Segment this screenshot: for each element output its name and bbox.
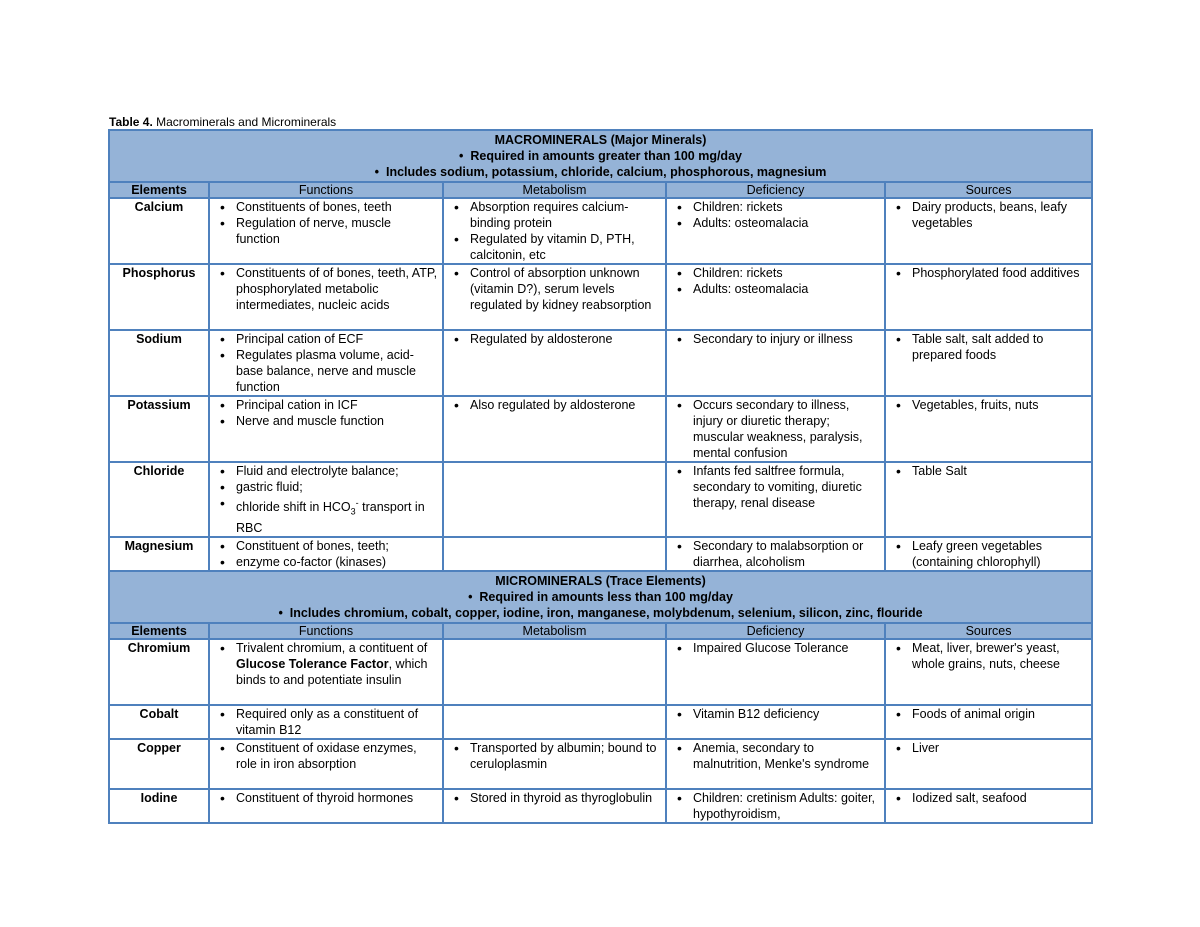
table-row [109, 705, 1092, 739]
table-row [109, 537, 1092, 571]
macro-sources-list [890, 199, 1087, 231]
macro-deficiency [666, 396, 885, 462]
micro-banner-cell [109, 571, 1092, 623]
table-row [109, 739, 1092, 789]
macro-deficiency-list [671, 538, 880, 570]
list-item: • Constituent of oxidase enzymes, role in iron absorption [236, 740, 438, 772]
micro-sources-list [890, 740, 1087, 756]
macro-functions-list [214, 265, 438, 313]
list-item: • Nerve and muscle function [236, 413, 438, 429]
list-item: • Stored in thyroid as thyroglobulin [470, 790, 661, 806]
micro-column-header [109, 623, 1092, 639]
micro-functions [209, 639, 443, 705]
list-item: • Foods of animal origin [912, 706, 1087, 722]
macro-metabolism [443, 330, 666, 396]
macro-element-phosphorus: Phosphorus [109, 264, 209, 330]
col-header-metabolism: Metabolism [443, 182, 666, 198]
micro-deficiency-list [671, 706, 880, 722]
macro-sources [885, 264, 1092, 330]
micro-deficiency [666, 739, 885, 789]
list-item: • Regulated by vitamin D, PTH, calcitonin, etc [470, 231, 661, 263]
macro-functions [209, 462, 443, 537]
micro-functions-list [214, 790, 438, 806]
list-item: • Constituents of bones, teeth [236, 199, 438, 215]
macro-metabolism [443, 462, 666, 537]
caption-text: Macrominerals and Microminerals [152, 115, 337, 129]
macro-functions-list [214, 397, 438, 429]
micro-functions [209, 789, 443, 823]
list-item: • Vegetables, fruits, nuts [912, 397, 1087, 413]
micro-sources [885, 789, 1092, 823]
macro-functions-list [214, 199, 438, 247]
bold-term: Glucose Tolerance Factor [236, 656, 389, 671]
macro-functions-list [214, 331, 438, 395]
list-item: • Secondary to injury or illness [693, 331, 880, 347]
micro-functions [209, 705, 443, 739]
micro-element-cobalt: Cobalt [109, 705, 209, 739]
micro-element-chromium: Chromium [109, 639, 209, 705]
macro-sources-list [890, 538, 1087, 570]
micro-sources-list [890, 790, 1087, 806]
table-row [109, 264, 1092, 330]
list-item: • Principal cation in ICF [236, 397, 438, 413]
list-item: • Leafy green vegetables (containing chlorophyll) [912, 538, 1087, 570]
list-item: • Constituents of of bones, teeth, ATP, phosphorylated metabolic intermediates, nucleic acids [236, 265, 438, 313]
list-item: • Dairy products, beans, leafy vegetables [912, 199, 1087, 231]
table-row [109, 330, 1092, 396]
micro-deficiency [666, 639, 885, 705]
macro-functions [209, 537, 443, 571]
col-header-sources: Sources [885, 623, 1092, 639]
minerals-table [108, 129, 1093, 824]
micro-element-iodine: Iodine [109, 789, 209, 823]
list-item: • Children: rickets [693, 265, 880, 281]
list-item: • Adults: osteomalacia [693, 215, 880, 231]
macro-element-potassium: Potassium [109, 396, 209, 462]
macro-sources [885, 330, 1092, 396]
macro-metabolism [443, 264, 666, 330]
list-item: • Table Salt [912, 463, 1087, 479]
macro-banner-cell [109, 130, 1092, 182]
macro-element-sodium: Sodium [109, 330, 209, 396]
list-item: • Constituent of thyroid hormones [236, 790, 438, 806]
macro-banner-line2: • Includes sodium, potassium, chloride, calcium, phosphorous, magnesium [374, 165, 827, 179]
micro-banner-line2: • Includes chromium, cobalt, copper, iodine, iron, manganese, molybdenum, selenium, silicon, zinc, flouride [278, 605, 923, 620]
macro-functions [209, 198, 443, 264]
list-item: • Regulation of nerve, muscle function [236, 215, 438, 247]
macro-deficiency [666, 198, 885, 264]
micro-deficiency-list [671, 640, 880, 656]
list-item: • Anemia, secondary to malnutrition, Menke's syndrome [693, 740, 880, 772]
col-header-deficiency: Deficiency [666, 182, 885, 198]
macro-column-header [109, 182, 1092, 198]
micro-functions [209, 739, 443, 789]
macro-deficiency-list [671, 463, 880, 511]
micro-metabolism-list [448, 790, 661, 806]
list-item: • Constituent of bones, teeth; [236, 538, 438, 554]
list-item: • enzyme co-factor (kinases) [236, 554, 438, 570]
col-header-functions: Functions [209, 623, 443, 639]
list-item: • Fluid and electrolyte balance; [236, 463, 438, 479]
macro-deficiency-list [671, 331, 880, 347]
list-item: • Transported by albumin; bound to ceruloplasmin [470, 740, 661, 772]
list-item: • Meat, liver, brewer's yeast, whole grains, nuts, cheese [912, 640, 1087, 672]
col-header-functions: Functions [209, 182, 443, 198]
table-row [109, 462, 1092, 537]
macro-banner-title: MACROMINERALS (Major Minerals) [494, 133, 707, 147]
macro-functions [209, 330, 443, 396]
list-item: • Required only as a constituent of vitamin B12 [236, 706, 438, 738]
micro-sources [885, 705, 1092, 739]
micro-deficiency-list [671, 790, 880, 822]
table-row [109, 639, 1092, 705]
list-item: • Control of absorption unknown (vitamin D?), serum levels regulated by kidney reabsorption [470, 265, 661, 313]
macro-metabolism-list [448, 199, 661, 263]
macro-element-magnesium: Magnesium [109, 537, 209, 571]
macro-deficiency-list [671, 397, 880, 461]
micro-functions-list [214, 706, 438, 738]
col-header-elements: Elements [109, 623, 209, 639]
minerals-table-body [109, 130, 1092, 823]
macro-deficiency [666, 462, 885, 537]
macro-deficiency [666, 537, 885, 571]
micro-metabolism-list [448, 740, 661, 772]
list-item: • Children: cretinism Adults: goiter, hypothyroidism, [693, 790, 880, 822]
macro-functions-list [214, 538, 438, 570]
micro-sources-list [890, 640, 1087, 672]
macro-metabolism-list [448, 397, 661, 413]
macro-sources [885, 396, 1092, 462]
macro-metabolism [443, 198, 666, 264]
macro-functions [209, 264, 443, 330]
macro-sources [885, 462, 1092, 537]
list-item: • Vitamin B12 deficiency [693, 706, 880, 722]
micro-metabolism [443, 739, 666, 789]
functions-list [214, 640, 438, 688]
macro-sources-list [890, 463, 1087, 479]
list-item: • Absorption requires calcium-binding protein [470, 199, 661, 231]
list-item: • Phosphorylated food additives [912, 265, 1087, 281]
list-item: • chloride shift in $HCO_3^-$ transport in RBC [236, 495, 438, 536]
macro-sources [885, 198, 1092, 264]
list-item: • Trivalent chromium, a contituent of Glucose Tolerance Factor, which binds to and potentiate insulin [236, 640, 438, 688]
list-item: • Occurs secondary to illness, injury or diuretic therapy; muscular weakness, paralysis, mental confusion [693, 397, 880, 461]
macro-sources-list [890, 331, 1087, 363]
micro-deficiency-list [671, 740, 880, 772]
micro-sources [885, 739, 1092, 789]
micro-metabolism [443, 639, 666, 705]
list-item: • Impaired Glucose Tolerance [693, 640, 880, 656]
macro-metabolism-list [448, 331, 661, 347]
macro-metabolism [443, 537, 666, 571]
table-row [109, 789, 1092, 823]
caption-label: Table 4. [109, 115, 153, 129]
list-item: • Adults: osteomalacia [693, 281, 880, 297]
col-header-elements: Elements [109, 182, 209, 198]
macro-banner-line1-text: Required in amounts greater than 100 mg/day [470, 149, 742, 163]
table-caption [109, 115, 336, 129]
macro-banner-line2-text: Includes sodium, potassium, chloride, calcium, phosphorous, magnesium [386, 165, 827, 179]
macro-element-chloride: Chloride [109, 462, 209, 537]
macro-sources-list [890, 397, 1087, 413]
list-item: • Also regulated by aldosterone [470, 397, 661, 413]
macro-banner [109, 130, 1092, 182]
micro-banner-title: MICROMINERALS (Trace Elements) [495, 573, 706, 588]
micro-functions-list [214, 740, 438, 772]
macro-element-calcium: Calcium [109, 198, 209, 264]
macro-metabolism-list [448, 265, 661, 313]
micro-deficiency [666, 705, 885, 739]
macro-sources [885, 537, 1092, 571]
list-item: • Regulated by aldosterone [470, 331, 661, 347]
micro-deficiency [666, 789, 885, 823]
list-item: • Infants fed saltfree formula, secondary to vomiting, diuretic therapy, renal disease [693, 463, 880, 511]
list-item: • gastric fluid; [236, 479, 438, 495]
macro-deficiency [666, 264, 885, 330]
micro-banner-line1: • Required in amounts less than 100 mg/day [468, 589, 733, 604]
macro-metabolism [443, 396, 666, 462]
macro-functions-list [214, 463, 438, 536]
col-header-metabolism: Metabolism [443, 623, 666, 639]
micro-sources [885, 639, 1092, 705]
macro-sources-list [890, 265, 1087, 281]
list-item: • Table salt, salt added to prepared foods [912, 331, 1087, 363]
table-row [109, 198, 1092, 264]
table-row [109, 396, 1092, 462]
col-header-sources: Sources [885, 182, 1092, 198]
micro-metabolism [443, 789, 666, 823]
macro-banner-line1: • Required in amounts greater than 100 mg/day [459, 149, 742, 163]
micro-banner [109, 571, 1092, 623]
micro-sources-list [890, 706, 1087, 722]
micro-metabolism [443, 705, 666, 739]
list-item: • Regulates plasma volume, acid-base balance, nerve and muscle function [236, 347, 438, 395]
list-item: • Children: rickets [693, 199, 880, 215]
macro-deficiency-list [671, 199, 880, 231]
list-item: • Secondary to malabsorption or diarrhea, alcoholism [693, 538, 880, 570]
macro-deficiency [666, 330, 885, 396]
macro-deficiency-list [671, 265, 880, 297]
macro-functions [209, 396, 443, 462]
micro-element-copper: Copper [109, 739, 209, 789]
list-item: • Principal cation of ECF [236, 331, 438, 347]
list-item: • Iodized salt, seafood [912, 790, 1087, 806]
col-header-deficiency: Deficiency [666, 623, 885, 639]
list-item: • Liver [912, 740, 1087, 756]
